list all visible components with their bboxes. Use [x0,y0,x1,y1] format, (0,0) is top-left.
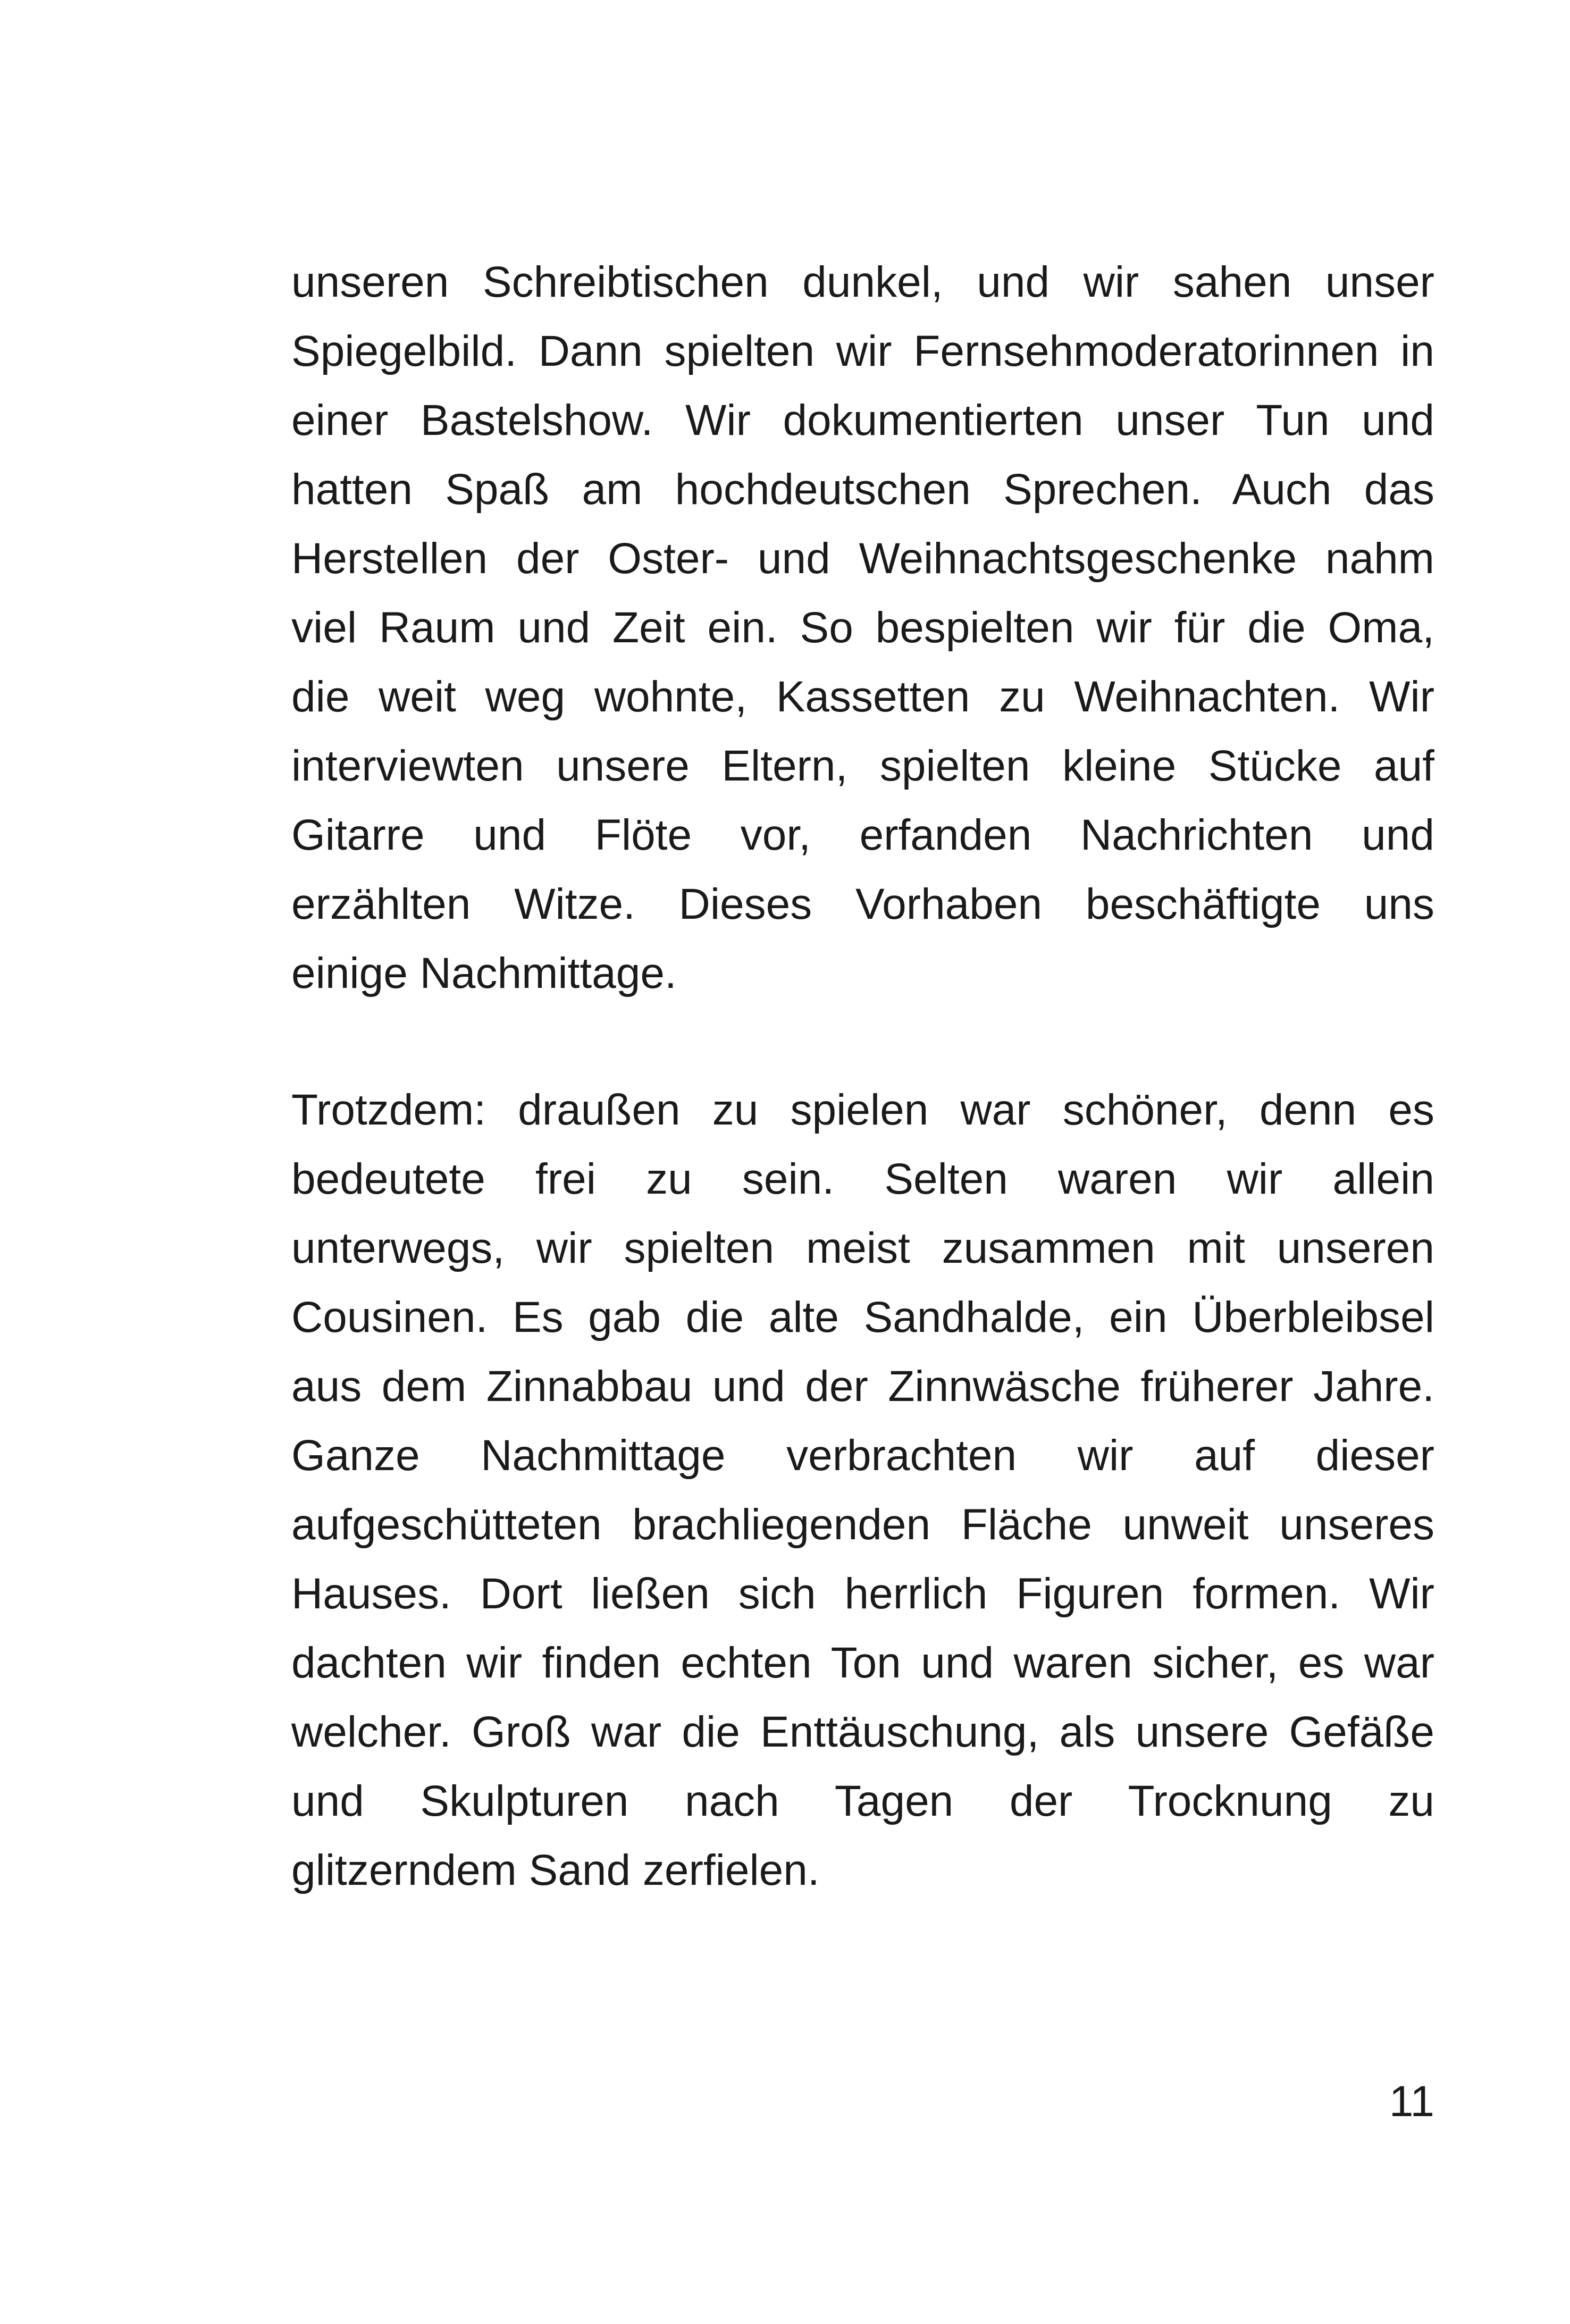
page-number: 11 [1389,2077,1434,2126]
text-line: dachten wir finden echten Ton und waren sicher, es war [291,1639,1434,1687]
text-line: Spiegelbild. Dann spielten wir Fernsehmoderatorinnen in [291,327,1434,375]
text-line: Herstellen der Oster- und Weihnachtsgeschenke nahm [291,534,1434,583]
text-line: glitzerndem Sand zerfielen. [291,1846,820,1894]
text-line: Gitarre und Flöte vor, erfanden Nachrichten und [291,811,1434,859]
text-line: unseren Schreibtischen dunkel, und wir sahen unser [291,258,1434,306]
text-line: hatten Spaß am hochdeutschen Sprechen. Auch das [291,465,1434,514]
text-line: Trotzdem: draußen zu spielen war schöner, denn es [291,1086,1434,1134]
text-line: welcher. Groß war die Enttäuschung, als unsere Gefäße [291,1708,1434,1756]
text-line: und Skulpturen nach Tagen der Trocknung zu [291,1777,1434,1825]
text-line: interviewten unsere Eltern, spielten kleine Stücke auf [291,742,1434,790]
text-line: Ganze Nachmittage verbrachten wir auf dieser [291,1431,1434,1480]
text-line: unterwegs, wir spielten meist zusammen mit unseren [291,1224,1434,1272]
text-line: viel Raum und Zeit ein. So bespielten wir für die Oma, [291,603,1434,652]
text-line: einer Bastelshow. Wir dokumentierten unser Tun und [291,396,1434,444]
text-line: Hauses. Dort ließen sich herrlich Figuren formen. Wir [291,1570,1434,1618]
paragraph-2 [291,1076,1434,1905]
text-line: Cousinen. Es gab die alte Sandhalde, ein Überbleibsel [291,1293,1434,1341]
text-line: aus dem Zinnabbau und der Zinnwäsche früherer Jahre. [291,1362,1434,1411]
text-line: erzählten Witze. Dieses Vorhaben beschäftigte uns [291,880,1434,928]
text-line: die weit weg wohnte, Kassetten zu Weihnachten. Wir [291,673,1434,721]
text-line: einige Nachmittage. [291,949,677,997]
text-line: bedeutete frei zu sein. Selten waren wir allein [291,1155,1434,1203]
text-line: aufgeschütteten brachliegenden Fläche unweit unseres [291,1500,1434,1549]
paragraph-1 [291,248,1434,1008]
